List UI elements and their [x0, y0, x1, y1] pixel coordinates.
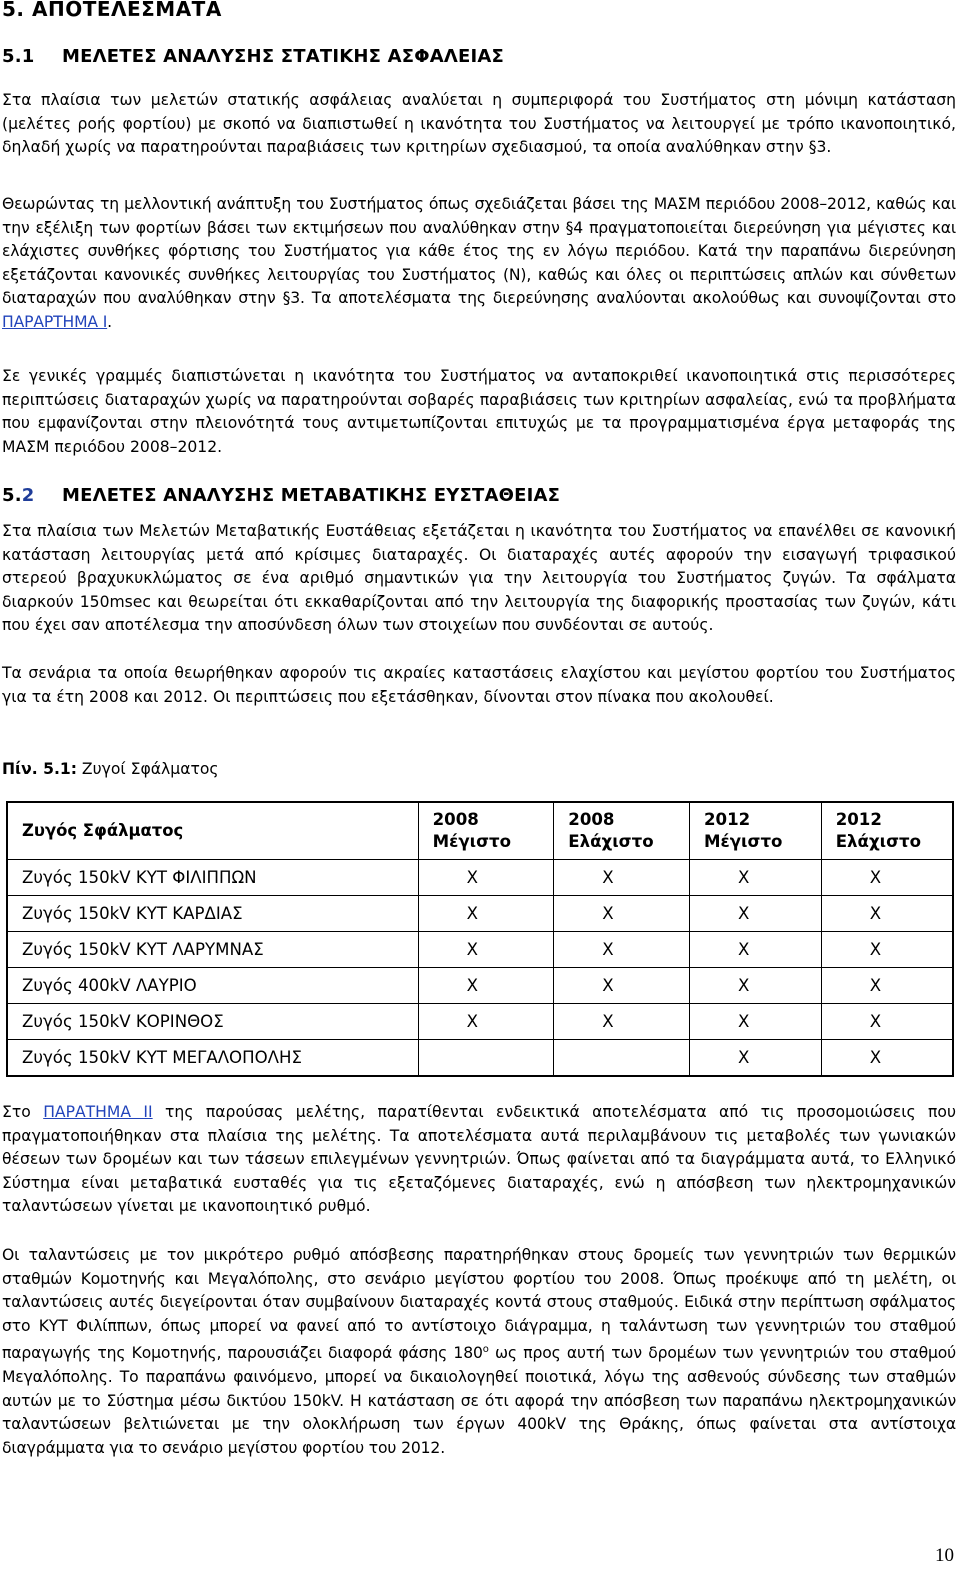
paragraph-transient-scenarios: Τα σενάρια τα οποία θεωρήθηκαν αφορούν τις ακραίες καταστάσεις ελαχίστου και μεγίστου φορτίου του Συστήματος για τα έτη 2008 και 2012. Οι περιπτώσεις που εξετάσθηκαν, δίνονται στον πίνακα που ακολουθεί.: [2, 664, 956, 706]
cell-mark: Χ: [821, 1004, 953, 1040]
subsection-number-major: 5.: [2, 485, 22, 506]
caption-label: Πίν. 5.1:: [2, 760, 77, 778]
degree-superscript: ο: [482, 1344, 489, 1356]
table-header-row: [7, 802, 953, 860]
header-year: 2012: [704, 810, 751, 829]
cell-mark: Χ: [554, 932, 690, 968]
header-year: 2008: [568, 810, 615, 829]
subsection-number-minor: 2: [21, 485, 35, 506]
subsection-title: ΜΕΛΕΤΕΣ ΑΝΑΛΥΣΗΣ ΜΕΤΑΒΑΤΙΚΗΣ ΕΥΣΤΑΘΕΙΑΣ: [62, 485, 561, 506]
cell-mark: Χ: [418, 860, 554, 896]
header-load: Μέγιστο: [432, 832, 512, 851]
cell-bus: Ζυγός 150kV ΚΥΤ ΦΙΛΙΠΠΩΝ: [7, 860, 418, 896]
header-load: Ελάχιστο: [568, 832, 654, 851]
table-row: [7, 1004, 953, 1040]
fault-buses-table: [6, 801, 954, 1077]
cell-mark: Χ: [554, 860, 690, 896]
appendix-2-link[interactable]: ΠΑΡΑΤΗΜΑ ΙΙ: [43, 1103, 153, 1121]
paragraph-text-a: Οι ταλαντώσεις με τον μικρότερο ρυθμό απόσβεσης παρατηρήθηκαν στους δρομείς των γεννητριών των θερμικών σταθμών Κομοτηνής και Μεγαλόπολης, στο σενάριο μεγίστου φορτίου του 2008. Όπως προέκυψε από τη μελέτη, οι ταλαντώσεις αυτές διεγείρονται όταν συμβαίνουν διαταραχές κοντά στους σταθμούς. Ειδικά στην περίπτωση σφάλματος στο ΚΥΤ Φιλίππων, όπως μπορεί να φανεί από το αντίστοιχο διάγραμμα, η ταλάντωση των γεννητριών του σταθμού παραγωγής της Κομοτηνής, παρουσιάζει διαφορά φάσης 180: [2, 1246, 956, 1363]
cell-mark: Χ: [690, 968, 822, 1004]
header-2012-min: [821, 802, 953, 860]
paragraph-transient-intro: Στα πλαίσια των Μελετών Μεταβατικής Ευστάθειας εξετάζεται η ικανότητα του Συστήματος να επανέλθει σε κανονική κατάσταση λειτουργίας μετά από κρίσιμες διαταραχές. Οι διαταραχές αυτές αφορούν την εισαγωγή τριφασικού στερεού βραχυκυκλώματος σε ένα αριθμό σημαντικών για την λειτουργία του Συστήματος ζυγών. Τα σφάλματα διαρκούν 150msec και θεωρείται ότι εκκαθαρίζονται από την λειτουργία της διαφορικής προστασίας των ζυγών, κάτι που έχει σαν αποτέλεσμα την αποσύνδεση όλων των στοιχείων που συνδέονται σε αυτούς.: [2, 522, 956, 635]
cell-mark: Χ: [690, 1004, 822, 1040]
cell-bus: Ζυγός 150kV ΚΟΡΙΝΘΟΣ: [7, 1004, 418, 1040]
paragraph-text-b: ως προς αυτή των δρομέων των γεννητριών του σταθμού Μεγαλόπολης. Το παραπάνω φαινόμενο, μπορεί να δικαιολογηθεί ποιοτικά, λόγω της ασθενούς σύνδεσης των σταθμών αυτών με το Σύστημα μέσω δικτύου 150kV. Η κατάσταση σε ότι αφορά την απόσβεση των παραπάνω ηλεκτρομηχανικών ταλαντώσεων βελτιώνεται με την ολοκλήρωση των έργων 400kV της Θράκης, όπως φαίνεται στα αντίστοιχα διαγράμματα για το σενάριο μεγίστου φορτίου του 2012.: [2, 1344, 956, 1457]
paragraph-static-summary: Σε γενικές γραμμές διαπιστώνεται η ικανότητα του Συστήματος να ανταποκριθεί ικανοποιητικά στις περισσότερες περιπτώσεις διαταραχών χωρίς να παρατηρούνται σοβαρές παραβιάσεις των κριτηρίων ασφαλείας, ενώ τα προβλήματα που εμφανίζονται στην πλειονότητά τους αντιμετωπίζονται επιτυχώς με τα προγραμματισμένα έργα μεταφοράς της ΜΑΣΜ περιόδου 2008–2012.: [2, 367, 956, 456]
paragraph-start: Στο: [2, 1103, 44, 1121]
cell-bus: Ζυγός 150kV ΚΥΤ ΚΑΡΔΙΑΣ: [7, 896, 418, 932]
header-load: Ελάχιστο: [835, 832, 922, 851]
header-2008-max: [418, 802, 554, 860]
subsection-title: ΜΕΛΕΤΕΣ ΑΝΑΛΥΣΗΣ ΣΤΑΤΙΚΗΣ ΑΣΦΑΛΕΙΑΣ: [62, 46, 505, 67]
appendix-1-link[interactable]: ΠΑΡΑΡΤΗΜΑ Ι: [2, 312, 108, 331]
cell-bus: Ζυγός 400kV ΛΑΥΡΙΟ: [7, 968, 418, 1004]
cell-mark: Χ: [418, 968, 554, 1004]
cell-mark: Χ: [821, 860, 953, 896]
table-row: [7, 896, 953, 932]
cell-mark: [418, 1040, 554, 1077]
paragraph-oscillations: [2, 1244, 956, 1461]
cell-mark: Χ: [821, 968, 953, 1004]
cell-mark: Χ: [821, 932, 953, 968]
table-caption: [2, 757, 219, 781]
table-row: [7, 1040, 953, 1077]
header-fault-bus: Ζυγός Σφάλματος: [7, 802, 418, 860]
table-row: [7, 968, 953, 1004]
cell-bus: Ζυγός 150kV ΚΥΤ ΜΕΓΑΛΟΠΟΛΗΣ: [7, 1040, 418, 1077]
cell-mark: Χ: [690, 860, 822, 896]
cell-mark: Χ: [418, 1004, 554, 1040]
header-year: 2008: [432, 810, 479, 829]
cell-mark: Χ: [690, 1040, 822, 1077]
header-year: 2012: [835, 810, 882, 829]
caption-text: Ζυγοί Σφάλματος: [76, 760, 219, 778]
table-row: [7, 932, 953, 968]
paragraph-end: .: [107, 312, 112, 331]
header-2012-max: [690, 802, 822, 860]
cell-mark: Χ: [690, 932, 822, 968]
cell-mark: [554, 1040, 690, 1077]
cell-bus: Ζυγός 150kV ΚΥΤ ΛΑΡΥΜΝΑΣ: [7, 932, 418, 968]
subsection-number: [2, 483, 62, 509]
header-load: Μέγιστο: [704, 832, 783, 851]
paragraph-static-intro: Στα πλαίσια των μελετών στατικής ασφάλειας αναλύεται η συμπεριφορά του Συστήματος στη μόνιμη κατάσταση (μελέτες ροής φορτίου) με σκοπό να διαπιστωθεί η ικανότητα του Συστήματος να λειτουργεί με τρόπο ικανοποιητικό, δηλαδή χωρίς να παρατηρούνται παραβιάσεις των κριτηρίων σχεδιασμού, τα οποία αναλύθηκαν στην §3.: [2, 91, 956, 157]
cell-mark: Χ: [418, 932, 554, 968]
subsection-5-1-heading: [2, 44, 504, 70]
cell-mark: Χ: [690, 896, 822, 932]
paragraph-text: Θεωρώντας τη μελλοντική ανάπτυξη του Συστήματος όπως σχεδιάζεται βάσει της ΜΑΣΜ περιόδου 2008–2012, καθώς και την εξέλιξη των φορτίων βάσει των εκτιμήσεων που αναλύθηκαν στην §4 πραγματοποιείται διερεύνηση για μέγιστες και ελάχιστες συνθήκες φόρτισης του Συστήματος για κάθε έτος της εν λόγω περιόδου. Κατά την παραπάνω διερεύνηση εξετάζονται κανονικές συνθήκες λειτουργίας του Συστήματος (Ν), καθώς και όλες οι περιπτώσεις απλών και σύνθετων διαταραχών που αναλύθηκαν στην §3. Τα αποτελέσματα της διερεύνησης αναλύονται ακολούθως και συνοψίζονται στο: [2, 195, 956, 308]
cell-mark: Χ: [554, 896, 690, 932]
section-title: 5. ΑΠΟΤΕΛΕΣΜΑΤΑ: [2, 0, 222, 21]
cell-mark: Χ: [821, 1040, 953, 1077]
cell-mark: Χ: [554, 1004, 690, 1040]
table-row: [7, 860, 953, 896]
subsection-number: 5.1: [2, 46, 35, 67]
header-2008-min: [554, 802, 690, 860]
paragraph-static-method: [2, 193, 956, 335]
paragraph-appendix-2: [2, 1101, 956, 1219]
cell-mark: Χ: [821, 896, 953, 932]
page-number: 10: [935, 1545, 954, 1566]
cell-mark: Χ: [418, 896, 554, 932]
paragraph-text: της παρούσας μελέτης, παρατίθενται ενδεικτικά αποτελέσματα από τις προσομοιώσεις που πραγματοποιήθηκαν στα πλαίσια της μελέτης. Τα αποτελέσματα αυτά περιλαμβάνουν τις μεταβολές των γωνιακών θέσεων των δρομέων και των τάσεων επιλεγμένων γεννητριών. Όπως φαίνεται από τα διαγράμματα αυτά, το Ελληνικό Σύστημα είναι μεταβατικά ευσταθές για τις εξεταζόμενες διαταραχές, ενώ η απόσβεση των ηλεκτρομηχανικών ταλαντώσεων γίνεται με ικανοποιητικό ρυθμό.: [2, 1103, 956, 1216]
cell-mark: Χ: [554, 968, 690, 1004]
subsection-5-2-heading: [2, 483, 560, 509]
